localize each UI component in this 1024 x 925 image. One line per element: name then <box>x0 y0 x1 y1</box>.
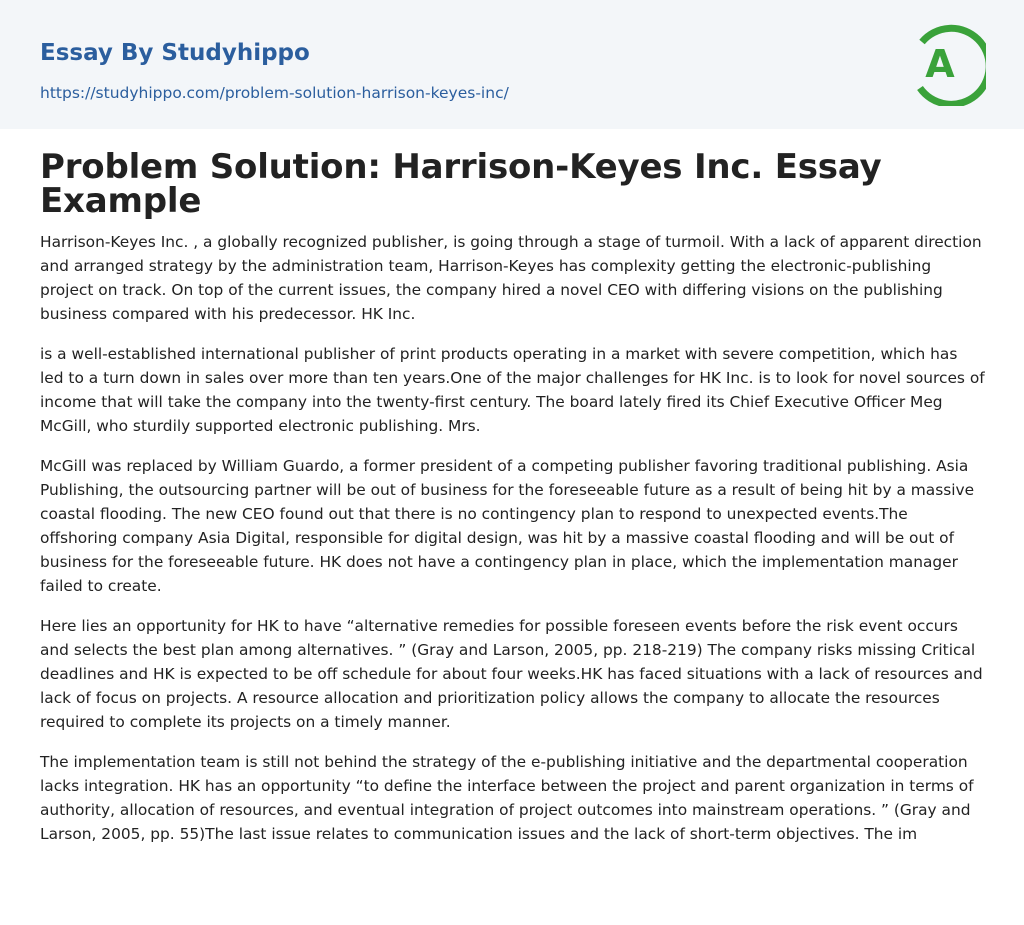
logo-ring-icon <box>912 20 986 106</box>
site-header <box>0 0 1024 129</box>
logo-letter: A <box>925 42 955 86</box>
source-url-link[interactable]: https://studyhippo.com/problem-solution-harrison-keyes-inc/ <box>40 84 509 102</box>
article-body <box>40 147 985 862</box>
paragraph-1: Harrison-Keyes Inc. , a globally recognized publisher, is going through a stage of turmoil. With a lack of apparent direction and arranged strategy by the administration team, Harrison-Keyes has complexity getting the electronic-publishing project on track. On top of the current issues, the company hired a novel CEO with differing visions on the publishing business compared with his predecessor. HK Inc. <box>40 233 982 323</box>
brand-title[interactable]: Essay By Studyhippo <box>40 40 310 66</box>
logo-a-icon[interactable] <box>912 20 986 106</box>
paragraph-4: Here lies an opportunity for HK to have “alternative remedies for possible foreseen events before the risk event occurs and selects the best plan among alternatives. ” (Gray and Larson, 2005, pp. 218-219) The company risks missing Critical deadlines and HK is expected to be off schedule for about four weeks.HK has faced situations with a lack of resources and lack of focus on projects. A resource allocation and prioritization policy allows the company to allocate the resources required to complete its projects on a timely manner. <box>40 617 983 731</box>
paragraph-5: The implementation team is still not behind the strategy of the e-publishing initiative and the departmental cooperation lacks integration. HK has an opportunity “to define the interface between the project and parent organization in terms of authority, allocation of resources, and eventual integration of project outcomes into mainstream operations. ” (Gray and Larson, 2005, pp. 55)The last issue relates to communication issues and the lack of short-term objectives. The im <box>40 753 974 843</box>
page-title: Problem Solution: Harrison-Keyes Inc. Essay Example <box>40 147 882 221</box>
paragraph-3: McGill was replaced by William Guardo, a former president of a competing publisher favoring traditional publishing. Asia Publishing, the outsourcing partner will be out of business for the foreseeable future as a result of being hit by a massive coastal flooding. The new CEO found out that there is no contingency plan to respond to unexpected events.The offshoring company Asia Digital, responsible for digital design, was hit by a massive coastal flooding and will be out of business for the foreseeable future. HK does not have a contingency plan in place, which the implementation manager failed to create. <box>40 457 975 595</box>
paragraph-2: is a well-established international publisher of print products operating in a market with severe competition, which has led to a turn down in sales over more than ten years.One of the major challenges for HK Inc. is to look for novel sources of income that will take the company into the twenty-first century. The board lately fired its Chief Executive Officer Meg McGill, who sturdily supported electronic publishing. Mrs. <box>40 345 985 435</box>
